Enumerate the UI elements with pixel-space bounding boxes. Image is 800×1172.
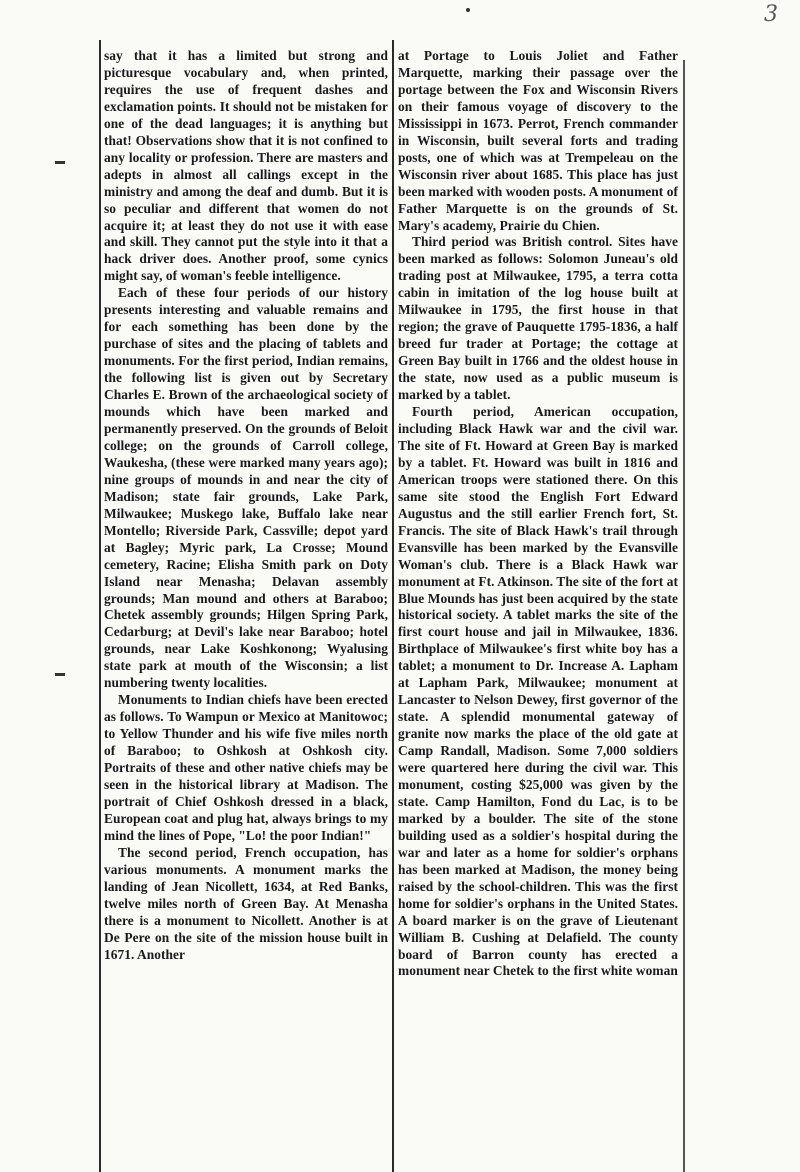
- paragraph: Fourth period, American occupation, including Black Hawk war and the civil war. The site of Ft. Howard at Green Bay is marked by a tablet. Ft. Howard was built in 1816 and American troops were stationed there. On this same site stood the English Fort Edward Augustus and the still earlier French fort, St. Francis. The site of Black Hawk's trail through Evansville has been marked by the Evansville Woman's club. There is a Black Hawk war monument at Ft. Atkinson. The site of the fort at Blue Mounds has just been acquired by the state historical society. A tablet marks the site of the first court house and jail in Milwaukee, 1836. Birthplace of Milwaukee's first white boy has a tablet; a monument to Dr. Increase A. Lapham at Lapham Park, Milwaukee; monument at Lancaster to Nelson Dewey, first governor of the state. A splendid monumental gateway of granite now marks the place of the old gate at Camp Randall, Madison. Some 7,000 soldiers were quartered here during the civil war. This monument, costing $25,000 was given by the state. Camp Hamilton, Fond du Lac, is to be marked by a boulder. The site of the stone building used as a soldier's hospital during the war and later as a home for soldier's orphans has been marked at Madison, the money being raised by the school-children. This was the first home for soldier's orphans in the United States. A board marker is on the grave of Lieutenant William B. Cushing at Delafield. The county board of Barron county has erected a monument near Chetek to the first white woman: [398, 404, 678, 979]
- margin-tick-top: [466, 8, 470, 12]
- margin-tick: [55, 673, 65, 676]
- column-rule-middle: [392, 40, 394, 1172]
- paragraph: at Portage to Louis Joliet and Father Marquette, marking their passage over the portage between the Fox and Wisconsin Rivers on their famous voyage of discovery to the Mississippi in 1673. Perrot, French commander in Wisconsin, built several forts and trading posts, one of which was at Trempeleau on the Wisconsin river about 1685. This place has just been marked with wooden posts. A monument of Father Marquette is on the grounds of St. Mary's academy, Prairie du Chien.: [398, 48, 678, 233]
- column-rule-right: [683, 60, 685, 1172]
- column-rule-left: [99, 40, 101, 1172]
- paragraph: The second period, French occupation, has various monuments. A monument marks the landing of Jean Nicollett, 1634, at Red Banks, twelve miles north of Green Bay. At Menasha there is a monument to Nicollett. Another is at De Pere on the site of the mission house built in 1671. Another: [104, 844, 388, 962]
- page-number: 3: [764, 2, 778, 27]
- left-column: [104, 48, 388, 963]
- paragraph: say that it has a limited but strong and picturesque vocabulary and, when printed, requires the use of frequent dashes and exclamation points. It should not be mistaken for one of the dead languages; it is anything but that! Observations show that it is not confined to any locality or profession. There are masters and adepts in almost all callings except in the ministry and among the deaf and dumb. But it is so peculiar and different that women do not acquire it; at least they do not use it with ease and skill. They cannot put the style into it that a hack driver does. Another proof, some cynics might say, of woman's feeble intelligence.: [104, 48, 388, 284]
- paragraph: Third period was British control. Sites have been marked as follows: Solomon Juneau's old trading post at Milwaukee, 1795, a terra cotta cabin in imitation of the log house built at Milwaukee in 1795, the first house in that region; the grave of Pauquette 1795-1836, a half breed fur trader at Portage; the cottage at Green Bay built in 1766 and the oldest house in the state, now used as a public museum is marked by a tablet.: [398, 234, 678, 403]
- paragraph: Each of these four periods of our history presents interesting and valuable remains and for each something has been done by the purchase of sites and the placing of tablets and monuments. For the first period, Indian remains, the following list is given out by Secretary Charles E. Brown of the archaeological society of mounds which have been marked and permanently preserved. On the grounds of Beloit college; on the grounds of Carroll college, Waukesha, (these were marked many years ago); nine groups of mounds in and near the city of Madison; state fair grounds, Lake Park, Milwaukee; Muskego lake, Buffalo lake near Montello; Riverside Park, Cassville; depot yard at Bagley; Myric park, La Crosse; Mound cemetery, Racine; Elisha Smith park on Doty Island near Menasha; Delavan assembly grounds; Man mound and others at Baraboo; Chetek assembly grounds; Hilgen Spring Park, Cedarburg; at Devil's lake near Baraboo; hotel grounds, near Lake Koshkonong; Wyalusing state park at mouth of the Wisconsin; a list numbering twenty localities.: [104, 285, 388, 691]
- right-column: [398, 48, 678, 980]
- paragraph: Monuments to Indian chiefs have been erected as follows. To Wampun or Mexico at Manitowoc; to Yellow Thunder and his wife five miles north of Baraboo; to Oshkosh at Oshkosh city. Portraits of these and other native chiefs may be seen in the historical library at Madison. The portrait of Chief Oshkosh dressed in a black, European coat and plug hat, always brings to my mind the lines of Pope, "Lo! the poor Indian!": [104, 692, 388, 843]
- margin-tick: [55, 161, 65, 164]
